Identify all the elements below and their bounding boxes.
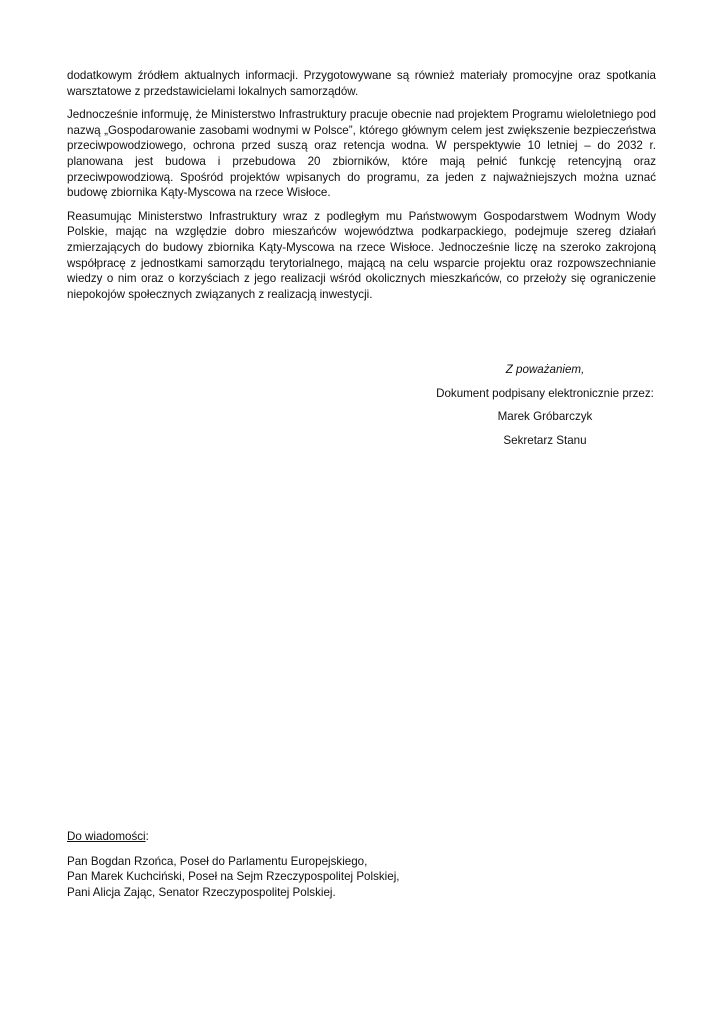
recipient-item: Pan Marek Kuchciński, Poseł na Sejm Rzeczypospolitej Polskiej, [67, 870, 400, 884]
signatory-title: Sekretarz Stanu [503, 433, 587, 447]
distribution-list [67, 829, 656, 900]
signatory-name: Marek Gróbarczyk [497, 410, 593, 423]
distribution-heading: Do wiadomości [67, 830, 146, 843]
paragraph-3: Reasumując Ministerstwo Infrastruktury wraz z podległym mu Państwowym Gospodarstwem Wodnym Wody Polskie, mając na względzie dobro mieszańców województwa podkarpackiego, podejmuje szereg działań zmierzających do budowy zbiornika Kąty-Myscowa na rzece Wisłoce. Jednocześnie liczę na szeroko zakrojoną współpracę z jednostkami samorządu terytorialnego, mającą na celu wsparcie projektu oraz rozpowszechnianie wiedzy o nim oraz o korzyściach z jego realizacji wśród okolicznych mieszkańców, co przełoży się ograniczenie niepokojów społecznych związanych z realizacją inwestycji. [67, 209, 656, 301]
distribution-heading-row [67, 829, 656, 845]
closing-salutation: Z poważaniem, [505, 363, 585, 376]
paragraph-1: dodatkowym źródłem aktualnych informacji. Przygotowywane są również materiały promocyjne oraz spotkania warsztatowe z przedstawicielami lokalnych samorządów. [67, 69, 656, 98]
recipient-list [67, 854, 656, 901]
recipient-item: Pan Bogdan Rzońca, Poseł do Parlamentu Europejskiego, [67, 854, 368, 868]
signature-block [400, 358, 690, 452]
letter-body [67, 68, 656, 310]
distribution-heading-colon: : [145, 830, 149, 843]
paragraph-2: Jednocześnie informuję, że Ministerstwo Infrastruktury pracuje obecnie nad projektem Programu wieloletniego pod nazwą „Gospodarowanie zasobami wodnymi w Polsce”, którego głównym celem jest zwiększenie bezpieczeństwa przeciwpowodziowego, ochrona przed suszą oraz retencja wodna. W perspektywie 10 letniej – do 2032 r. planowana jest budowa i przebudowa 20 zbiorników, które mają pełnić funkcję retencyjną oraz przeciwpowodziową. Spośród projektów wpisanych do programu, za jeden z najważniejszych można uznać budowę zbiornika Kąty-Myscowa na rzece Wisłoce. [67, 108, 656, 200]
electronic-signature-note: Dokument podpisany elektronicznie przez: [436, 386, 654, 400]
recipient-item: Pani Alicja Zając, Senator Rzeczypospolitej Polskiej. [67, 885, 336, 899]
